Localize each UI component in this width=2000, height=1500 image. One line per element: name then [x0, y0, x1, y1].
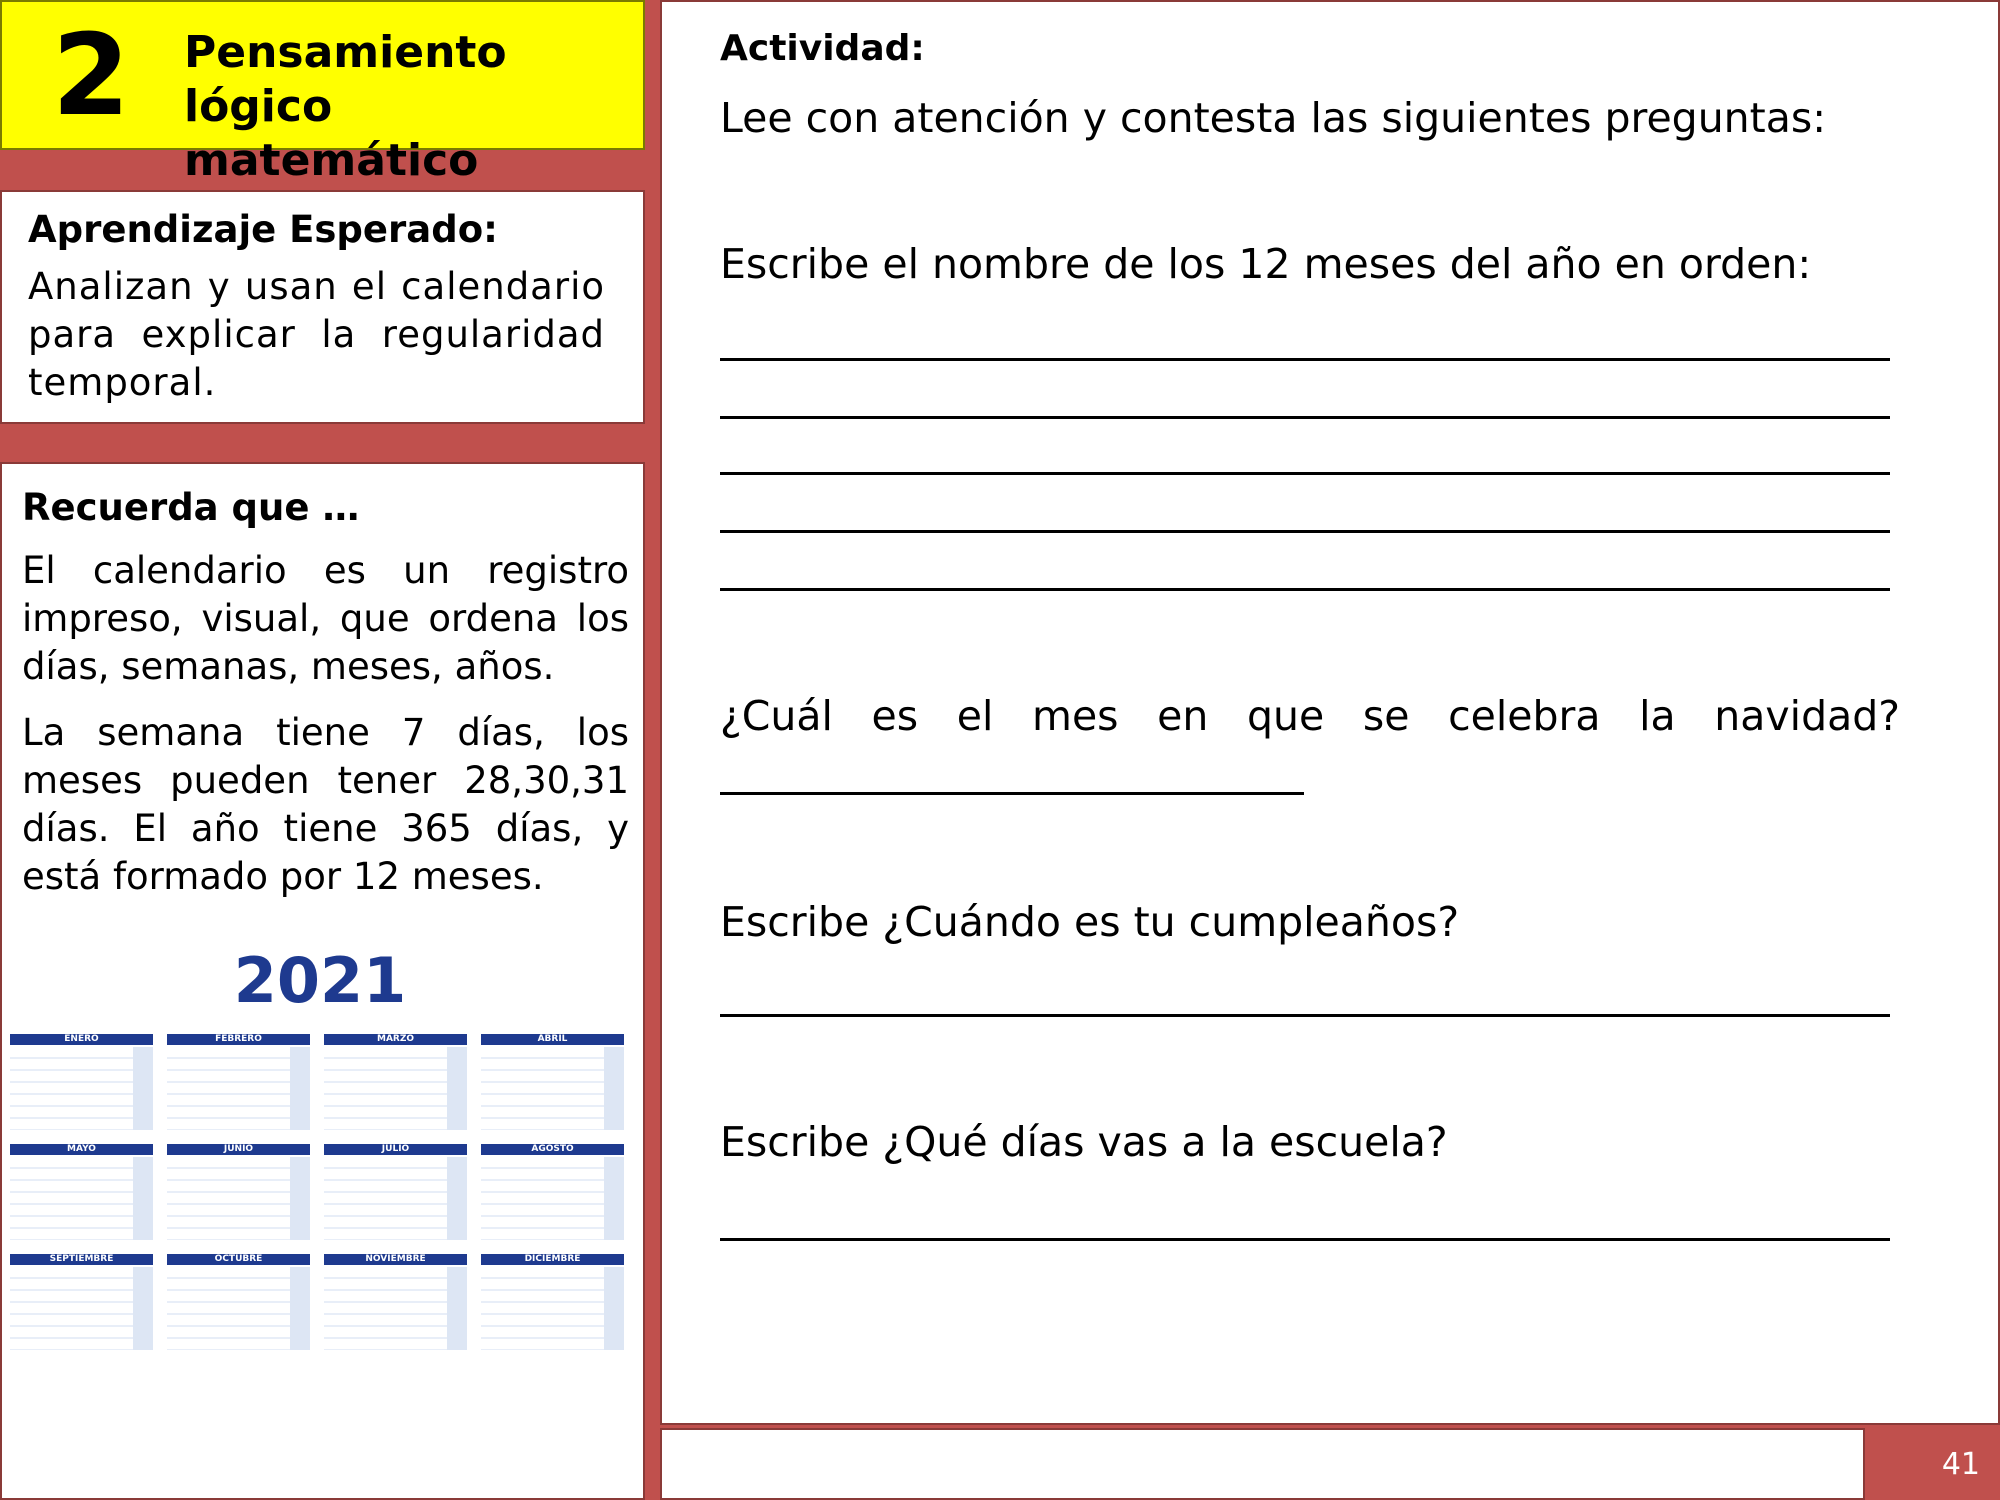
answer-line-2[interactable]: [720, 416, 1890, 419]
calendar-month-days: [10, 1047, 153, 1130]
calendar-month-1: [10, 1034, 153, 1130]
answer-line-navidad[interactable]: [720, 792, 1304, 795]
answer-line-3[interactable]: [720, 472, 1890, 475]
calendar-month-name: AGOSTO: [481, 1144, 624, 1155]
unit-header: [0, 0, 645, 186]
answer-line-1[interactable]: [720, 358, 1890, 361]
calendar-month-11: [324, 1254, 467, 1350]
actividad-panel: [660, 0, 2000, 1425]
calendar-month-6: [167, 1144, 310, 1240]
calendar-month-days: [481, 1047, 624, 1130]
calendar-month-4: [481, 1034, 624, 1130]
question-escuela: Escribe ¿Qué días vas a la escuela?: [720, 1118, 1448, 1166]
calendar-month-name: ABRIL: [481, 1034, 624, 1045]
unit-title-line1: Pensamiento lógico: [184, 27, 507, 132]
answer-line-escuela[interactable]: [720, 1238, 1890, 1241]
page-number: 41: [1941, 1447, 1980, 1482]
calendar-month-days: [324, 1267, 467, 1350]
answer-line-4[interactable]: [720, 530, 1890, 533]
calendar-month-name: ENERO: [10, 1034, 153, 1045]
aprendizaje-text: Analizan y usan el calendario para explicar la regularidad temporal.: [28, 265, 605, 404]
recuerda-heading: Recuerda que …: [22, 486, 360, 529]
calendar-month-name: NOVIEMBRE: [324, 1254, 467, 1265]
calendar-month-name: DICIEMBRE: [481, 1254, 624, 1265]
calendar-month-8: [481, 1144, 624, 1240]
calendar-month-name: SEPTIEMBRE: [10, 1254, 153, 1265]
calendar-month-name: MARZO: [324, 1034, 467, 1045]
footer-bar: [660, 1428, 1865, 1500]
calendar-month-days: [324, 1157, 467, 1240]
calendar-month-5: [10, 1144, 153, 1240]
calendar-month-name: JUNIO: [167, 1144, 310, 1155]
recuerda-paragraph-1: El calendario es un registro impreso, visual, que ordena los días, semanas, meses, años.: [22, 549, 629, 688]
calendar-month-days: [10, 1157, 153, 1240]
calendar-month-days: [167, 1157, 310, 1240]
actividad-title: Actividad:: [720, 28, 925, 69]
question-navidad: ¿Cuál es el mes en que se celebra la navidad?: [720, 692, 1900, 740]
unit-number: 2: [52, 11, 130, 141]
calendar-month-name: MAYO: [10, 1144, 153, 1155]
calendar-year: 2021: [233, 944, 407, 1017]
unit-title-line2: matemático: [184, 135, 479, 186]
calendar-month-10: [167, 1254, 310, 1350]
calendar-month-days: [167, 1047, 310, 1130]
aprendizaje-heading: Aprendizaje Esperado:: [28, 208, 498, 251]
question-months: Escribe el nombre de los 12 meses del año en orden:: [720, 240, 1812, 288]
calendar-month-days: [481, 1267, 624, 1350]
answer-line-cumpleanos[interactable]: [720, 1014, 1890, 1017]
recuerda-panel: [0, 462, 645, 1500]
calendar-month-12: [481, 1254, 624, 1350]
calendar-month-2: [167, 1034, 310, 1130]
calendar-month-9: [10, 1254, 153, 1350]
unit-title: [184, 26, 643, 188]
calendar-month-days: [324, 1047, 467, 1130]
calendar-month-days: [481, 1157, 624, 1240]
question-cumpleanos: Escribe ¿Cuándo es tu cumpleaños?: [720, 898, 1460, 946]
calendar-month-3: [324, 1034, 467, 1130]
actividad-instruction: Lee con atención y contesta las siguientes preguntas:: [720, 94, 1827, 142]
calendar-month-days: [167, 1267, 310, 1350]
recuerda-paragraph-2: La semana tiene 7 días, los meses pueden tener 28,30,31 días. El año tiene 365 días, y está formado por 12 meses.: [22, 711, 629, 898]
answer-line-5[interactable]: [720, 588, 1890, 591]
calendar-month-name: FEBRERO: [167, 1034, 310, 1045]
calendar-month-name: OCTUBRE: [167, 1254, 310, 1265]
calendar-month-name: JULIO: [324, 1144, 467, 1155]
calendar-month-days: [10, 1267, 153, 1350]
calendar-month-7: [324, 1144, 467, 1240]
aprendizaje-esperado-panel: [0, 190, 645, 424]
